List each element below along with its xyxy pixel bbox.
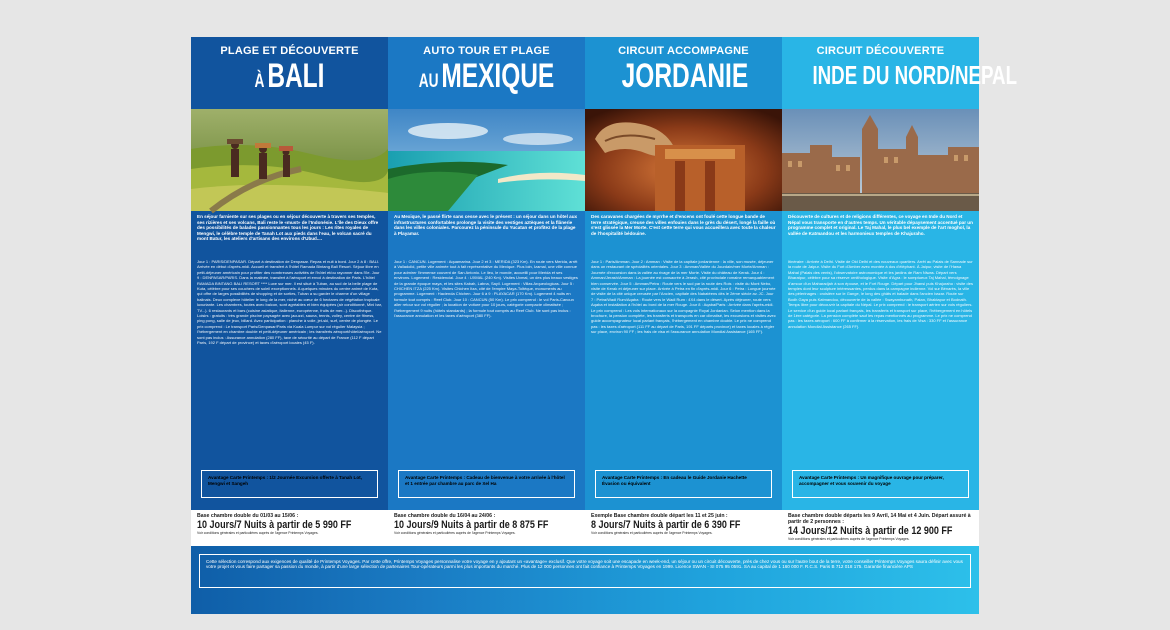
price-fineprint: Voir conditions générales et particulières auprès de l'agence Printemps Voyages.	[788, 537, 910, 541]
column-header	[388, 37, 585, 109]
program-text: Itinéraire : Arrivée à Delhi. Visite de Old Delhi et des nouveaux quartiers. Arrêt au Palais de Sannade sur la route de Jaipur. Visite du Fort d'Amber avec montée à dos d'éléphant. À Jaipur, visite de l'Hawa Mahal (Palais des vents), l'observatoire astronomique et les jardins de Ram Niwas. Départ vers Bharatpur, célèbre pour sa réserve ornithologique. Visite d'Agra : le somptueux Taj Mahal, témoignage d'amour d'un Maharadjah à son épouse, et le Fort Rouge. Départ pour Jhansi puis Khajuraho : visite des temples dont leur sculpture intéressantes, perdus dans la campagne indienne. Vol sur Bénarès, la ville des pèlerinages : croisière sur le Gange, le long des ghâts et balade dans l'ancien bazar. Route sur Bodh Gaya puis Katmandou, découverte de la vallée : Swayambunath, Patan, Bhaktapur et Bodnath. Temps libre pour découvrir la capitale du Népal. Le prix comprend : le transport aérien sur vols réguliers. Le service d'un guide local parlant français, les transferts et transport sur place, l'hébergement en hôtels de 1ère catégorie. La pension complète sauf les repas mentionnés au programme. Le prix ne comprend pas : les taxes aéroport : 600 FF à confirmer à la réservation, les frais de Visa : 330 FF et l'assurance annulation Mondial Assistance (265 FF).	[788, 259, 973, 329]
column-header	[585, 37, 782, 109]
price-offer: 10 Jours/7 Nuits à partir de 5 990 FF	[197, 519, 352, 531]
column-header	[782, 37, 1018, 109]
footer-text: Cette sélection correspond aux exigences de qualité de Printemps Voyages. Par cette offre, Printemps Voyages personnalise votre voyage en y ajoutant un «avantage» exclusif. Que votre voyage soit une escapade en week-end, un séjour ou un circuit découverte, près de chez vous ou sur l'autre bout de la terre, votre conseiller Printemps Voyages saura définir avec vous votre projet et vous faire partager sa passion du monde, à partir d'une large sélection de partenaires Tour-opérateurs parmi les plus importants du marché. Plus de 12 000 personnes ont fait confiance à Printemps Voyages en 1999. Licence SWAN - SI 075 95 0591. SA au capital de 1 160 000 F. R.C.S. Paris B 712 018 175. Garantie financière APS	[199, 554, 971, 588]
destination-title	[219, 57, 361, 101]
destination-name: INDE DU NORD/NEPAL	[812, 60, 1018, 90]
intro-text: Des caravanes chargées de myrrhe et d'encens ont foulé cette longue bande de terre stratégique, creuse des villes enfouies dans le grès du désert, longé la faille où s'est glissée la Mer Morte. C'est cette terre qui vous accueillera avec toute la chaleur de l'hospitalité bédouine.	[591, 214, 776, 236]
price-block-inde	[782, 510, 979, 546]
photo-jordanie-petra	[585, 109, 782, 211]
destination-title	[613, 57, 755, 101]
price-condition: Exemple Base chambre double départ les 11 et 25 juin :	[591, 513, 728, 519]
photo-bali-rice-terraces	[191, 109, 388, 211]
brochure-page	[191, 37, 1018, 614]
destination-name: JORDANIE	[621, 57, 749, 95]
destination-name: BALI	[267, 57, 325, 95]
destination-prefix: À	[254, 71, 265, 92]
price-block-jordanie	[585, 510, 782, 546]
price-condition: Base chambre double du 01/03 au 15/06 :	[197, 513, 299, 519]
price-fineprint: Voir conditions générales et particulières auprès de l'agence Printemps Voyages.	[394, 531, 516, 535]
price-offer: 14 Jours/12 Nuits à partir de 12 900 FF	[788, 525, 953, 537]
destination-title	[416, 57, 558, 101]
advantage-note-inde: Avantage Carte Printemps : Un magnifique ouvrage pour préparer, accompagner et vous souvenir du voyage	[792, 470, 969, 498]
column-kicker: AUTO TOUR ET PLAGE	[423, 45, 550, 57]
photo-mexique-beach	[388, 109, 585, 211]
program-text: Jour 1 : CANCUN. Logement : Aquamarina. Jour 2 et 3 : MERIDA (323 Km). En route vers Merida, arrêt à Valladolid, petite ville animée tout à fait représentative du Mexique. Plus loin, Izamal, une ville connue pour admirer l'immense couvent de San Antonio. Le lieu, le monde, accueilli pour Merida et ses environs. Logement : Residencial. Jour 4 : UXMAL (240 Km). Visites Uxmal, un des plus beaux vestiges de la grande époque maya, et les sites Kabah, Labna, Sayil. Logement : Villas Arqueologicas. Jour 5 : CHICHEN ITZA (225 Km). Visites Chichen Itza, cité de l'empire Maya-Toltèque, monuments au programme. Logement : Hacienda Chichen. Jour 6 à 9 : PLAYACAR (170 Km). Logement 4 nuits en formule tout compris : Reef Club. Jour 10 : CANCUN (50 Km). Le prix comprend : le vol Paris-Cancun aller retour sur vol régulier ; la location de voiture pour 10 jours, catégorie compacte climatisée ; l'hébergement 9 nuits (hôtels standards) ; la formule tout compris au Reef Club. Ne sont pas inclus : l'assurance annulation et les taxes d'aéroport (380 FF).	[394, 259, 578, 319]
column-kicker: CIRCUIT ACCOMPAGNE	[618, 45, 749, 57]
column-kicker: CIRCUIT DÉCOUVERTE	[816, 45, 945, 57]
price-offer: 10 Jours/9 Nuits à partir de 8 875 FF	[394, 519, 549, 531]
destination-name: MEXIQUE	[441, 57, 555, 95]
price-block-bali	[191, 510, 388, 546]
advantage-note-bali: Avantage Carte Printemps : 1/2 Journée Excursion offerte à Tanah Lot, Mengwi et Sangeh	[201, 470, 378, 498]
intro-text: En séjour farniente sur ses plages ou en séjour découverte à travers ses temples, ses rizières et ses volcans, Bali reste le «must» de l'Indonésie. L'île des Dieux offre des possibilités de balades passionnantes tous les jours : Les rites royales de Mengwi, le célèbre temple de Tanah Lot aux pieds dans l'eau, le volcan sacré du mont Batur, les ateliers d'artisans des environs d'Ubud....	[197, 214, 379, 242]
intro-text: Découverte de cultures et de religions différentes, ce voyage en Inde du Nord et Népal vous transporte en d'autres temps. Un véritable dépaysement accentué par un programme complet et original. Le Taj Mahal, le plus bel exemple de l'art moghol, la vallée de Katmandou et les harmonieux temples de Khajuraho.	[788, 214, 973, 236]
price-offer: 8 Jours/7 Nuits à partir de 6 390 FF	[591, 519, 741, 531]
price-block-mexique	[388, 510, 585, 546]
advantage-note-jordanie: Avantage Carte Printemps : En cadeau le Guide Jordanie Hachette Évasion ou équivalent	[595, 470, 772, 498]
price-fineprint: Voir conditions générales et particulières auprès de l'agence Printemps Voyages.	[197, 531, 319, 535]
program-text: Jour 1 : PARIS/DENPASAR. Départ à destination de Denpasar. Repas et nuit à bord. Jour 2 à 8 : BALI. Arrivée en début d'après-midi. Accueil et transfert à l'hôtel Ramada Bintang Bali Resort. Séjour libre en petit-déjeuner américain pour profiter des nombreuses activités de l'hôtel et/ou rayonner dans l'île. Jour 9 : DENPASAR/PARIS. Dans la matinée, transfert à l'aéroport et envol à destination de Paris. L'hôtel RAMADA BINTANG BALI RESORT **** Luxe sur mer. Il est situé à Tuban, au sud de la belle plage de Kuta, célèbre pour ses couchers de soleil exceptionnels. A quelques minutes du centre animé de Kuta, qui offre de larges possibilités de shopping et de sorties, Tuban a su garder le charme d'un village balinais. Deux complexe hôtelier le long de la mer, niché au cœur de 6 hectares de végétation tropicale luxuriante. Les chambres, toutes avec balcon, sont agréables et bien équipées (air conditionné, Mini bar, TV...). 6 restaurants et bars (cuisine asiatique, italienne, européenne, fruits de mer...). Discothèque. Loisirs : gratuits : très grande piscine paysagée avec jacuzzi, sauna, tennis, volley, centre de fitness, ping pong, salle de jeux, billard. Avec participation : planche à voile, jet-ski, surf, centre de plongée. Le prix comprend : Le transport Paris/Denpasar/Paris via Kuala Lumpur sur vol régulier Malaysia ; l'hébergement en chambre double et petit-déjeuner américain ; les transferts aéroport/hôtel/aéroport. Ne sont pas inclus : Assurance annulation (280 FF), taxe de sécurité au départ de France (112 F départ Paris, 192 F départ de province) et taxes d'aéroport locales (45 F).	[197, 259, 382, 346]
price-fineprint: Voir conditions générales et particulières auprès de l'agence Printemps Voyages.	[591, 531, 713, 535]
price-condition: Base chambre double du 16/04 au 24/06 :	[394, 513, 496, 519]
footer-band	[191, 546, 979, 614]
column-header	[191, 37, 388, 109]
photo-inde-varanasi	[782, 109, 979, 211]
destination-title	[810, 57, 1018, 97]
destination-prefix: AU	[418, 71, 439, 92]
program-text: Jour 1 : Paris/Amman. Jour 2 : Amman : Visite de la capitale jordanienne : la ville, son musée, déjeuner dans un restaurant de spécialités orientales. Jour 3 : Amman/Vallée du Jourdain/mer Morte/Amman : Journée d'excursion dans la vallée au rivage de la mer Morte. Visite du château de Kerak. Jour 4 : Amman/Jerash/Amman : La journée est consacrée à Jerash, cité provinciale romaine remarquablement bien conservée. Jour 5 : Amman/Petra : Route vers le sud par la route des Rois : visite du Mont Nebo, visite de Kerak et déjeuner sur place. Arrivée à Petra en fin d'après-midi. Jour 6 : Petra : Longue journée de visite de la cité unique creusée par l'Ancien, capitale des Nabatéens dès le 2ème siècle av. JC. Jour 7 : Petra/Wadi Rum/Aqaba : Route vers le Wadi Rum : 4X4 dans le désert. Après déjeuner, route vers Aqaba et installation à l'hôtel au bord de la mer Rouge. Jour 8 : Aqaba/Paris : Arrivée dans l'après-midi. Le prix comprend : Les vols internationaux sur la compagnie Royal Jordanian. Selon mention dans la brochure, la pension complète, les transferts et transports en car climatisé, les excursions et visites avec guide accompagnateur local parlant français, l'hébergement en chambre double. Le prix ne comprend pas : les taxes d'aéroport (111 FF au départ de Paris, 191 FF départs province) et taxes locales à régler sur place, environ 90 FF ; les frais de visa et l'assurance annulation Mondial Assistance (165 FF).	[591, 259, 776, 335]
intro-text: Au Mexique, le passé flirte sans cesse avec le présent : un séjour dans un hôtel aux infrastructures confortables prolonge la visite des vestiges aztèques et la flânerie dans les villes coloniales. Parcourez la péninsule du Yucatan et profitez de la plage à Playamar.	[394, 214, 578, 236]
price-condition: Base chambre double départs les 9 Avril, 14 Mai et 4 Juin. Départ assuré à partir de 2 personnes :	[788, 513, 971, 525]
advantage-note-mexique: Avantage Carte Printemps : Cadeau de bienvenue à votre arrivée à l'hôtel et 1 entrée par chambre au parc de Xel Ha	[398, 470, 575, 498]
column-kicker: PLAGE ET DÉCOUVERTE	[220, 45, 359, 57]
